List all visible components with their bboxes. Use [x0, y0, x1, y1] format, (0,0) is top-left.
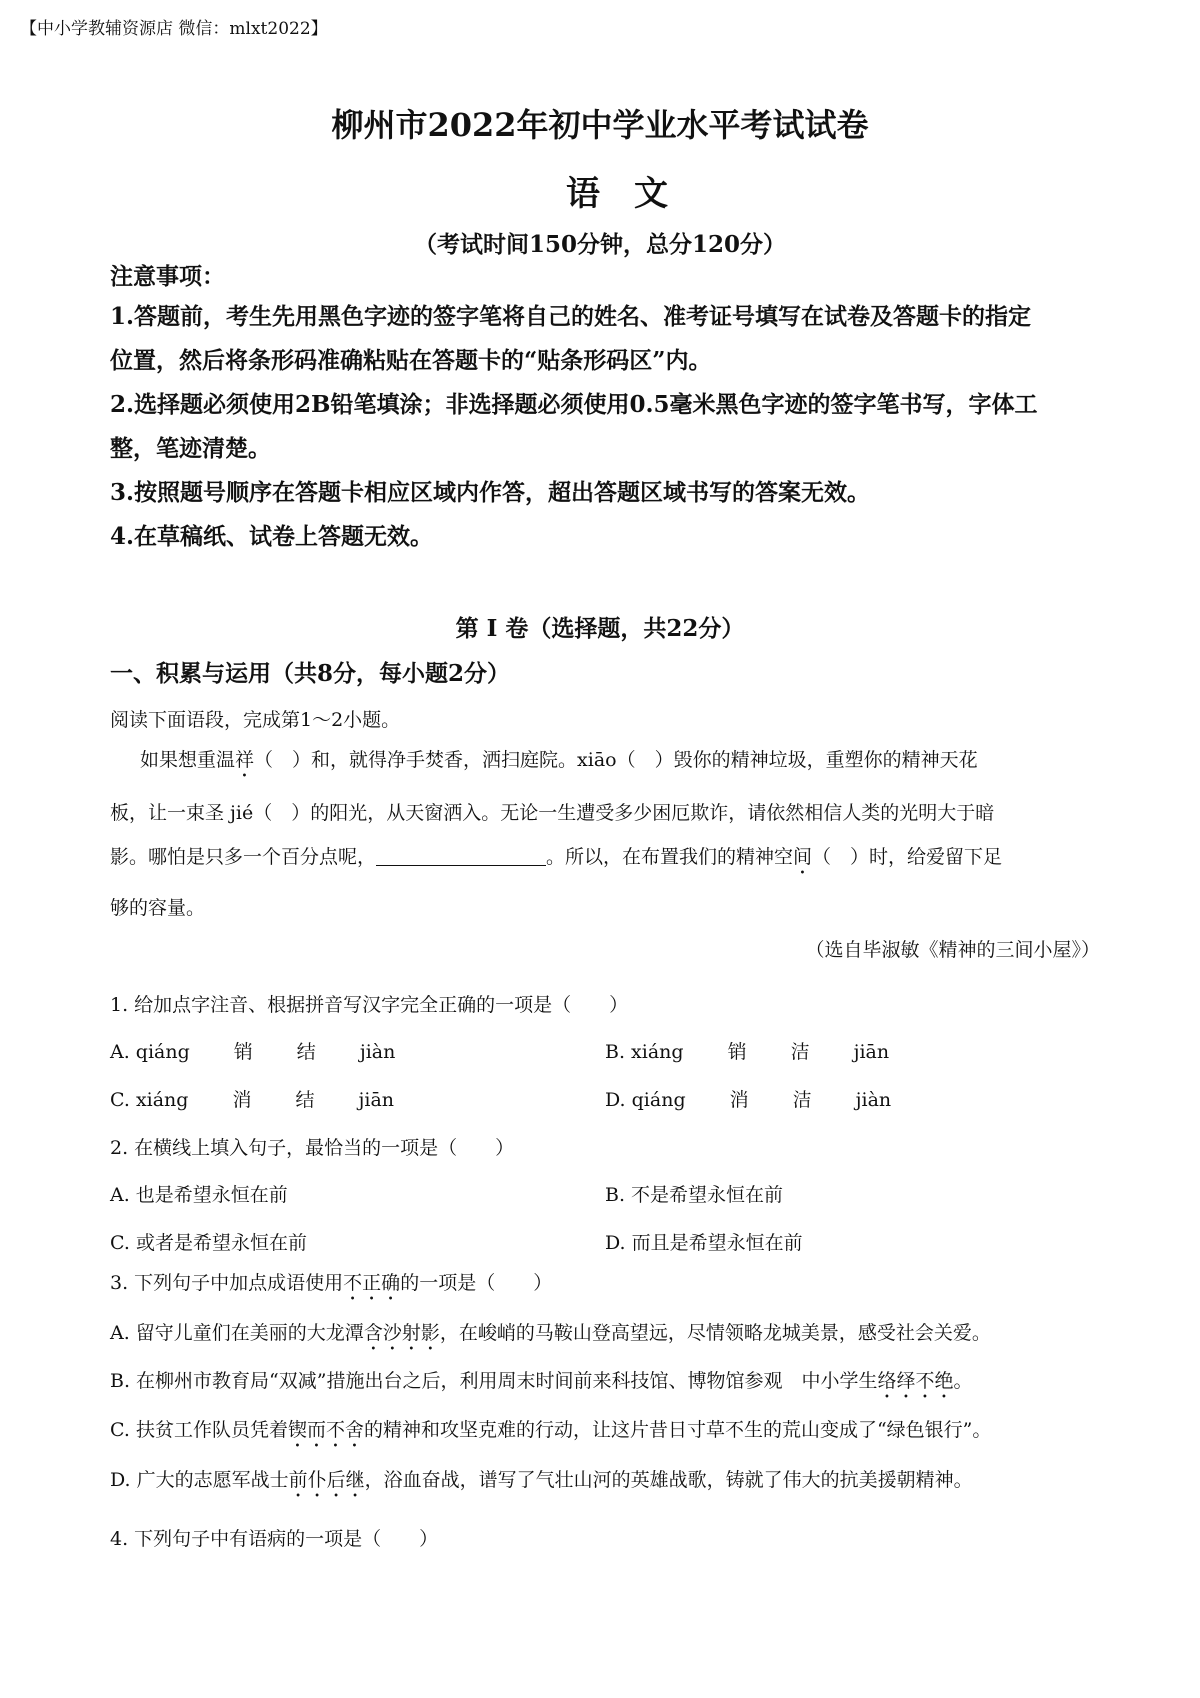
option-text: 。	[953, 1370, 973, 1392]
option-part: 销	[233, 1041, 253, 1063]
passage-source: （选自毕淑敏《精神的三间小屋》）	[805, 939, 1100, 961]
option-label: C. xiáng	[110, 1089, 189, 1111]
option-label: A. qiáng	[110, 1041, 190, 1063]
option-part: 洁	[792, 1089, 812, 1111]
q4-stem: 4. 下列句子中有语病的一项是（ ）	[110, 1528, 439, 1550]
passage-line-3	[110, 842, 1100, 879]
passage-text: 。所以，在布置我们的精神空	[546, 846, 794, 868]
option-label: B. xiáng	[605, 1041, 684, 1063]
option-part: jiān	[358, 1089, 395, 1111]
q2-option-c[interactable]: C. 或者是希望永恒在前	[110, 1232, 307, 1254]
dotted-text: 不正确	[343, 1272, 401, 1294]
notes-heading: 注意事项：	[110, 263, 225, 290]
q1-option-a[interactable]	[110, 1037, 395, 1064]
passage-line-4: 够的容量。	[110, 897, 206, 919]
idiom-dotted: 锲而不舍	[287, 1419, 364, 1441]
idiom-dotted: 前仆后继	[288, 1469, 365, 1491]
note-line: 位置，然后将条形码准确粘贴在答题卡的“贴条形码区”内。	[110, 347, 712, 374]
passage-text: （ ）时，给爱留下足	[812, 846, 1003, 868]
q1-option-d[interactable]	[605, 1085, 891, 1112]
passage-text: 如果想重温	[140, 749, 236, 771]
q2-stem: 2. 在横线上填入句子，最恰当的一项是（ ）	[110, 1137, 515, 1159]
reading-intro: 阅读下面语段，完成第1～2小题。	[110, 709, 401, 731]
q1-option-b[interactable]	[605, 1037, 889, 1064]
note-line: 整，笔迹清楚。	[110, 435, 271, 462]
option-text: C. 扶贫工作队员凭着	[110, 1419, 288, 1441]
option-part: jiàn	[359, 1041, 396, 1063]
idiom-dotted: 含沙射影	[363, 1322, 440, 1344]
q3-option-a[interactable]	[110, 1318, 991, 1355]
option-part: 结	[296, 1041, 316, 1063]
q1-stem: 1. 给加点字注音、根据拼音写汉字完全正确的一项是（ ）	[110, 994, 629, 1016]
option-part: 消	[729, 1089, 749, 1111]
part1-title: 一、积累与运用（共8分，每小题2分）	[110, 660, 511, 687]
header-watermark: 【中小学教辅资源店 微信：mlxt2022】	[20, 19, 328, 39]
passage-text: 影。哪怕是只多一个百分点呢，	[110, 846, 377, 868]
passage-line-1	[140, 745, 1130, 782]
passage-text: （ ）和，就得净手焚香，洒扫庭院。xiāo（ ）毁你的精神垃圾，重塑你的精神天花	[254, 749, 978, 771]
note-line: 3.按照题号顺序在答题卡相应区域内作答，超出答题区域书写的答案无效。	[110, 479, 871, 506]
option-text: 的精神和攻坚克难的行动，让这片昔日寸草不生的荒山变成了“绿色银行”。	[363, 1419, 992, 1441]
q2-option-d[interactable]: D. 而且是希望永恒在前	[605, 1232, 803, 1254]
q3-option-b[interactable]	[110, 1366, 973, 1403]
time-info: （考试时间150分钟，总分120分）	[413, 231, 787, 258]
note-line: 4.在草稿纸、试卷上答题无效。	[110, 523, 434, 550]
note-line: 1.答题前，考生先用黑色字迹的签字笔将自己的姓名、准考证号填写在试卷及答题卡的指定	[110, 303, 1032, 330]
q3-option-c[interactable]	[110, 1415, 991, 1452]
q2-option-b[interactable]: B. 不是希望永恒在前	[605, 1184, 784, 1206]
note-line: 2.选择题必须使用2B铅笔填涂；非选择题必须使用0.5毫米黑色字迹的签字笔书写，字体工	[110, 391, 1038, 418]
option-part: 结	[295, 1089, 315, 1111]
option-part: 洁	[790, 1041, 810, 1063]
dotted-char: 祥	[235, 749, 255, 771]
q2-option-a[interactable]: A. 也是希望永恒在前	[110, 1184, 288, 1206]
q1-option-c[interactable]	[110, 1085, 394, 1112]
stem-text: 3. 下列句子中加点成语使用	[110, 1272, 344, 1294]
subject-title: 语文	[566, 174, 702, 214]
option-part: jiān	[853, 1041, 890, 1063]
option-part: 消	[232, 1089, 252, 1111]
idiom-dotted: 络绎不绝	[877, 1370, 954, 1392]
option-part: jiàn	[855, 1089, 892, 1111]
q3-stem	[110, 1268, 552, 1305]
passage-line-2: 板，让一束圣 jié（ ）的阳光，从天窗洒入。无论一生遭受多少困厄欺诈，请依然相信人类的光明大于暗	[110, 802, 995, 824]
exam-title: 柳州市2022年初中学业水平考试试卷	[331, 106, 869, 144]
dotted-char: 间	[793, 846, 813, 868]
option-text: ，浴血奋战，谱写了气壮山河的英雄战歌，铸就了伟大的抗美援朝精神。	[364, 1469, 973, 1491]
fill-blank	[376, 846, 546, 866]
option-label: D. qiáng	[605, 1089, 686, 1111]
option-text: ，在峻峭的马鞍山登高望远，尽情领略龙城美景，感受社会关爱。	[439, 1322, 991, 1344]
option-text: A. 留守儿童们在美丽的大龙潭	[110, 1322, 364, 1344]
option-text: D. 广大的志愿军战士	[110, 1469, 289, 1491]
option-part: 销	[727, 1041, 747, 1063]
q3-option-d[interactable]	[110, 1465, 973, 1502]
section-title: 第 Ⅰ 卷（选择题，共22分）	[455, 615, 745, 642]
option-text: B. 在柳州市教育局“双减”措施出台之后，利用周末时间前来科技馆、博物馆参观 中小学生	[110, 1370, 878, 1392]
stem-text: 的一项是（ ）	[400, 1272, 553, 1294]
